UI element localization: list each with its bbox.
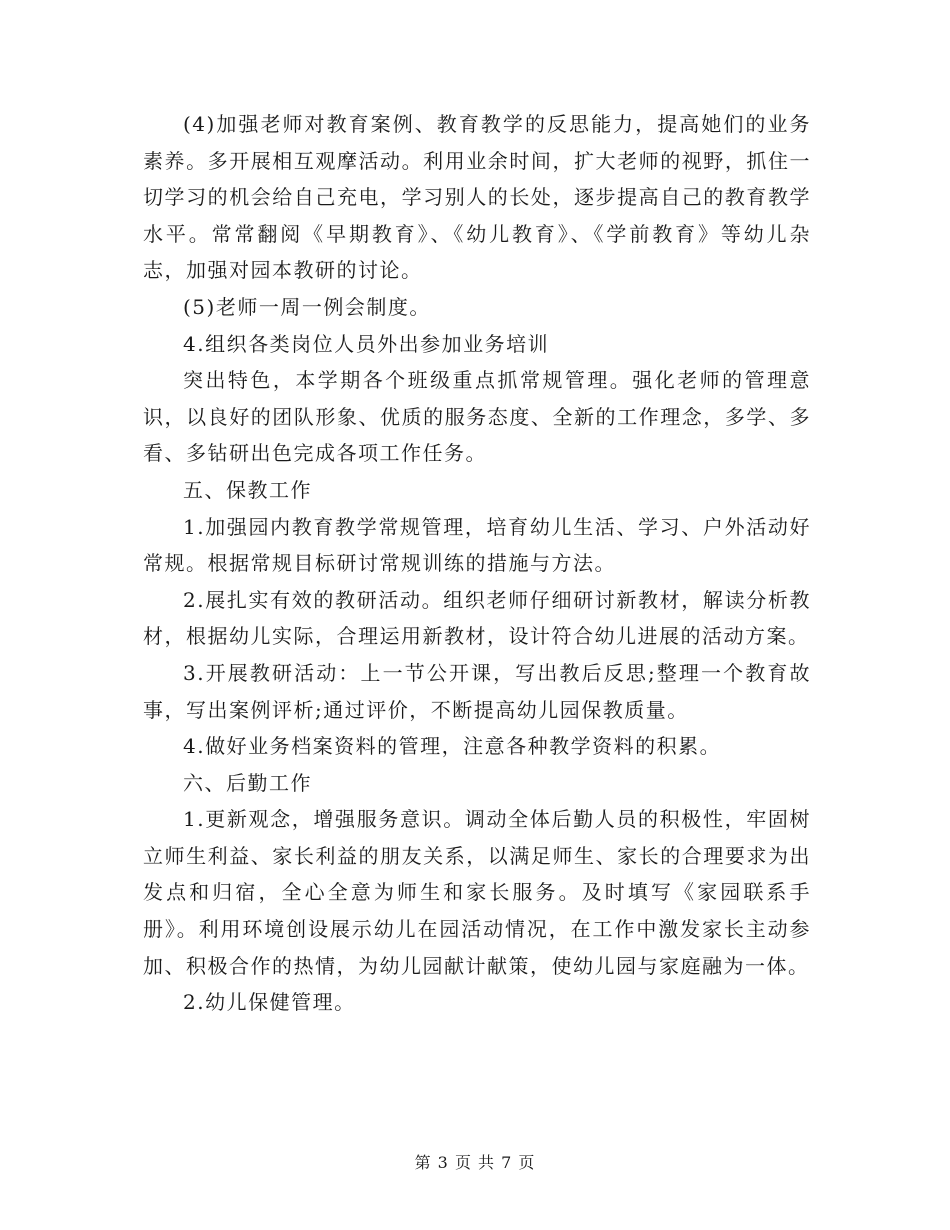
- paragraph-service-awareness: 1.更新观念，增强服务意识。调动全体后勤人员的积极性，牢固树立师生利益、家长利益的朋友关系，以满足师生、家长的合理要求为出发点和归宿，全心全意为师生和家长服务。及时填写《家园联系手册》。利用环境创设展示幼儿在园活动情况，在工作中激发家长主动参加、积极合作的热情，为幼儿园献计献策，使幼儿园与家庭融为一体。: [143, 807, 811, 978]
- section-heading-care-education: 五、保教工作: [183, 477, 312, 502]
- paragraph-teacher-reflection: (4)加强老师对教育案例、教育教学的反思能力，提高她们的业务素养。多开展相互观摩活动。利用业余时间，扩大老师的视野，抓住一切学习的机会给自己充电，学习别人的长处，逐步提高自己的教育教学水平。常常翻阅《早期教育》、《幼儿教育》、《学前教育》等幼儿杂志，加强对园本教研的讨论。: [143, 112, 811, 283]
- paragraph-teaching-research: 2.展扎实有效的教研活动。组织老师仔细研讨新教材，解读分析教材，根据幼儿实际，合理运用新教材，设计符合幼儿进展的活动方案。: [143, 587, 811, 649]
- page-number-footer: 第 3 页 共 7 页: [414, 1153, 536, 1172]
- paragraph-routine-management: 1.加强园内教育教学常规管理，培育幼儿生活、学习、户外活动好常规。根据常规目标研讨常规训练的措施与方法。: [143, 514, 811, 576]
- paragraph-child-health: 2.幼儿保健管理。: [183, 990, 356, 1015]
- paragraph-external-training: 4.组织各类岗位人员外出参加业务培训: [183, 331, 550, 356]
- paragraph-weekly-meeting: (5)老师一周一例会制度。: [183, 294, 431, 319]
- document-body: [143, 106, 811, 1021]
- section-heading-logistics: 六、后勤工作: [183, 770, 312, 795]
- paragraph-highlight-features: 突出特色，本学期各个班级重点抓常规管理。强化老师的管理意识，以良好的团队形象、优质的服务态度、全新的工作理念，多学、多看、多钻研出色完成各项工作任务。: [143, 368, 811, 466]
- paragraph-research-activities: 3.开展教研活动：上一节公开课，写出教后反思;整理一个教育故事，写出案例评析;通过评价，不断提高幼儿园保教质量。: [143, 660, 811, 722]
- paragraph-archive-management: 4.做好业务档案资料的管理，注意各种教学资料的积累。: [183, 734, 722, 759]
